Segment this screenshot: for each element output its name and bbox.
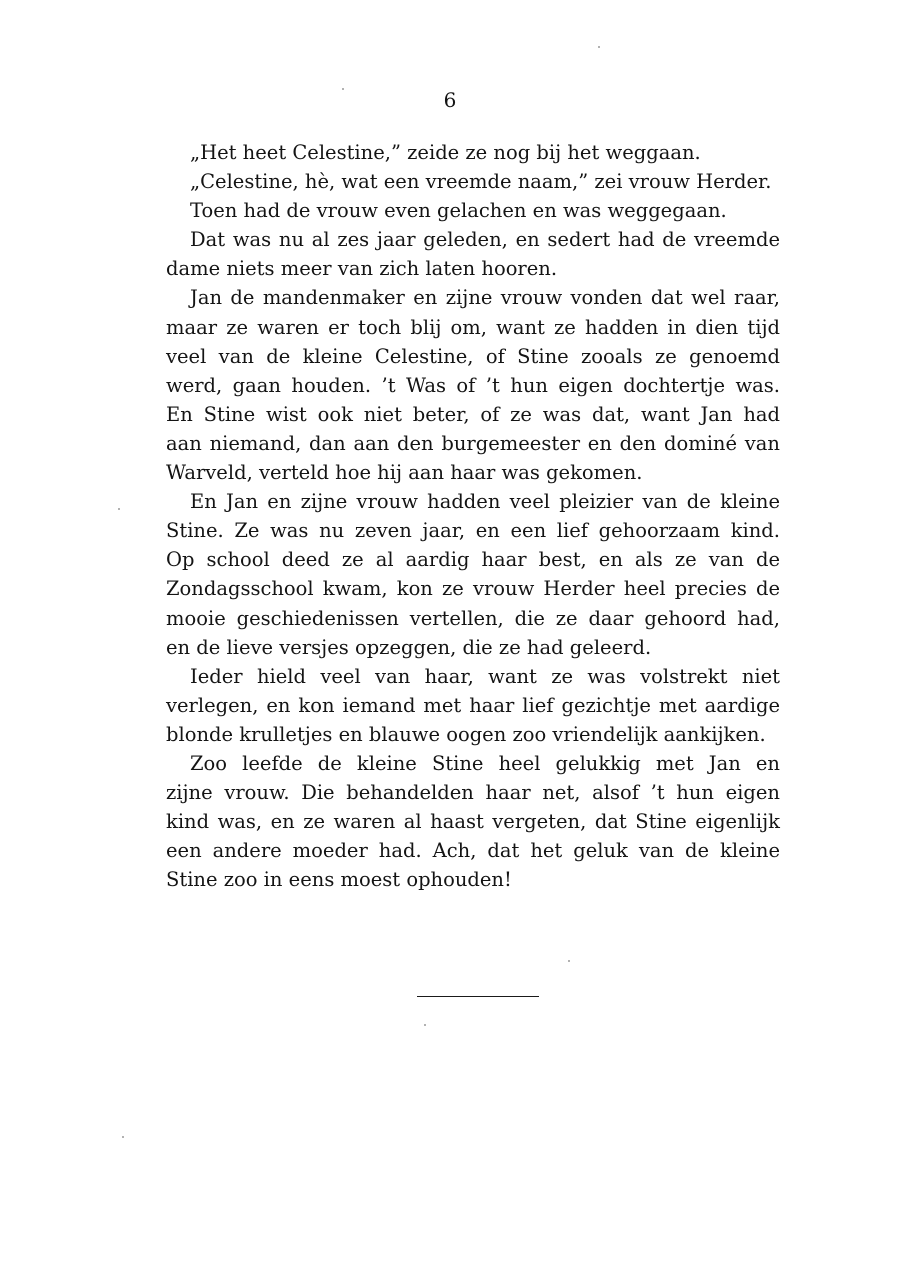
text-line: een andere moeder had. Ach, dat het geluk van de kleine xyxy=(166,839,780,863)
text-line: Op school deed ze al aardig haar best, en als ze van de xyxy=(166,548,780,572)
paragraph xyxy=(166,138,780,167)
print-speck xyxy=(568,960,570,962)
text-line: En Jan en zijne vrouw hadden veel pleizier van de kleine xyxy=(190,490,780,514)
text-line: mooie geschiedenissen vertellen, die ze daar gehoord had, xyxy=(166,606,780,630)
text-line: en de lieve versjes opzeggen, die ze had geleerd. xyxy=(166,635,652,659)
text-line: aan niemand, dan aan den burgemeester en den dominé van xyxy=(166,431,780,455)
paragraph xyxy=(166,487,780,662)
paragraph xyxy=(166,749,780,894)
text-line: kind was, en ze waren al haast vergeten, dat Stine eigenlijk xyxy=(166,810,780,834)
paragraph xyxy=(166,225,780,283)
text-line: En Stine wist ook niet beter, of ze was dat, want Jan had xyxy=(166,402,780,426)
text-line: dame niets meer van zich laten hooren. xyxy=(166,257,558,281)
text-line: Zondagsschool kwam, kon ze vrouw Herder heel precies de xyxy=(166,577,780,601)
text-line: blonde krulletjes en blauwe oogen zoo vriendelijk aankijken. xyxy=(166,722,766,746)
body-text xyxy=(166,138,780,894)
text-line: veel van de kleine Celestine, of Stine zooals ze genoemd xyxy=(166,344,780,368)
print-speck xyxy=(424,1024,426,1026)
paragraph xyxy=(166,662,780,749)
print-speck xyxy=(598,46,600,48)
text-line: Warveld, verteld hoe hij aan haar was gekomen. xyxy=(166,461,643,485)
text-line: zijne vrouw. Die behandelden haar net, alsof ’t hun eigen xyxy=(166,781,780,805)
text-line: Jan de mandenmaker en zijne vrouw vonden dat wel raar, xyxy=(190,286,780,310)
text-line: Ieder hield veel van haar, want ze was volstrekt niet xyxy=(190,664,780,688)
paragraph xyxy=(166,283,780,487)
text-line: Dat was nu al zes jaar geleden, en sedert had de vreemde xyxy=(190,228,780,252)
text-line: Zoo leefde de kleine Stine heel gelukkig met Jan en xyxy=(190,751,780,775)
text-line: Toen had de vrouw even gelachen en was weggegaan. xyxy=(190,199,727,223)
text-line: Stine zoo in eens moest ophouden! xyxy=(166,868,512,892)
print-speck xyxy=(122,1136,124,1138)
print-speck xyxy=(118,508,120,510)
paragraph xyxy=(166,167,780,196)
page-number: 6 xyxy=(443,88,457,112)
text-line: verlegen, en kon iemand met haar lief gezichtje met aardige xyxy=(166,693,780,717)
paragraph xyxy=(166,196,780,225)
text-line: „Celestine, hè, wat een vreemde naam,” zei vrouw Herder. xyxy=(190,170,772,194)
text-line: werd, gaan houden. ’t Was of ’t hun eigen dochtertje was. xyxy=(166,373,780,397)
print-speck xyxy=(342,88,344,90)
text-line: „Het heet Celestine,” zeide ze nog bij het weggaan. xyxy=(190,141,701,164)
section-end-rule xyxy=(417,996,539,997)
text-line: Stine. Ze was nu zeven jaar, en een lief gehoorzaam kind. xyxy=(166,519,780,543)
text-line: maar ze waren er toch blij om, want ze hadden in dien tijd xyxy=(166,315,780,339)
